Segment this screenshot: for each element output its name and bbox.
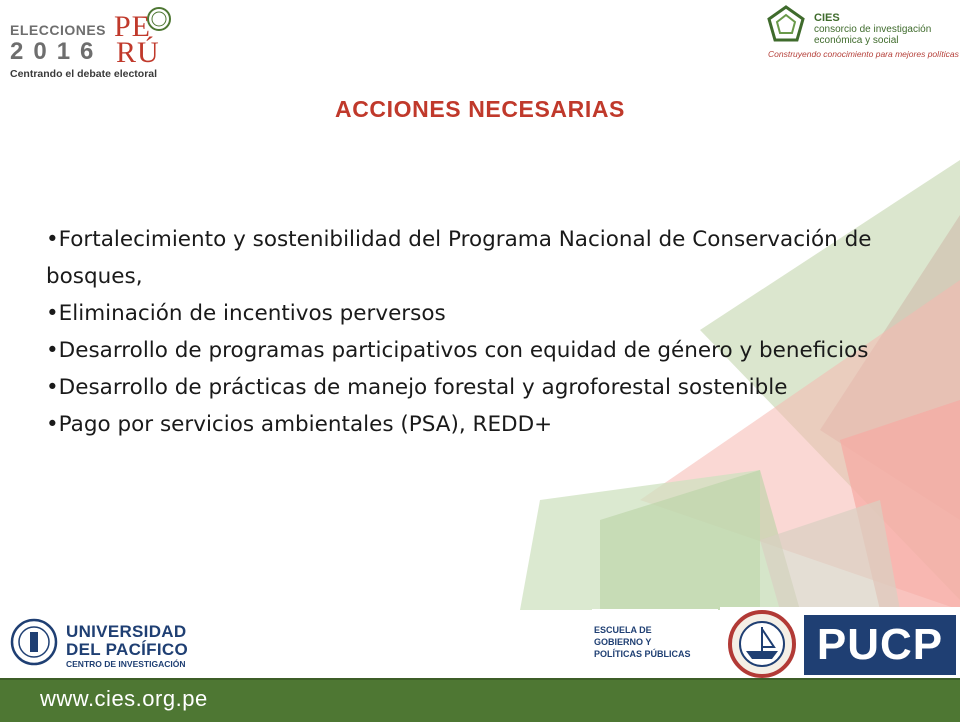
universidad-line3: CENTRO DE INVESTIGACIÓN bbox=[66, 659, 186, 669]
escuela-line2: GOBIERNO Y bbox=[594, 637, 652, 647]
elecciones-year: 2016 bbox=[10, 38, 104, 65]
footer-url-link[interactable]: www.cies.org.pe bbox=[40, 686, 208, 711]
cies-seal-icon bbox=[146, 6, 172, 32]
pucp-wordmark: PUCP bbox=[804, 615, 956, 675]
cies-subtitle-line2: económica y social bbox=[814, 35, 899, 46]
bullet-item: •Desarrollo de programas participativos con equidad de género y beneficios bbox=[46, 338, 869, 363]
elecciones-peru-logo bbox=[4, 4, 194, 80]
bullet-item: •Desarrollo de prácticas de manejo forestal y agroforestal sostenible bbox=[46, 375, 788, 400]
universidad-line2: DEL PACÍFICO bbox=[66, 640, 188, 659]
cies-tagline: Construyendo conocimiento para mejores políticas bbox=[768, 49, 959, 59]
pucp-logo bbox=[720, 607, 960, 679]
slide-title: ACCIONES NECESARIAS bbox=[335, 96, 625, 122]
pucp-seal-icon bbox=[724, 609, 800, 679]
elecciones-title: ELECCIONES bbox=[10, 22, 107, 38]
universidad-del-pacifico-logo bbox=[6, 614, 196, 678]
bullet-list bbox=[46, 221, 876, 443]
escuela-gobierno-logo bbox=[592, 609, 718, 679]
escuela-line3: POLÍTICAS PÚBLICAS bbox=[594, 649, 691, 659]
bullet-item: •Eliminación de incentivos perversos bbox=[46, 301, 446, 326]
footer-bar bbox=[0, 678, 960, 722]
escuela-line1: ESCUELA DE bbox=[594, 625, 652, 635]
cies-subtitle-line1: consorcio de investigación bbox=[814, 24, 932, 35]
universidad-seal-icon bbox=[10, 618, 58, 666]
universidad-line1: UNIVERSIDAD bbox=[66, 622, 187, 641]
elecciones-ru: RÚ bbox=[116, 36, 160, 69]
cies-name: CIES bbox=[814, 12, 840, 24]
cies-pentagon-icon bbox=[766, 4, 806, 44]
bullet-item: •Fortalecimiento y sostenibilidad del Programa Nacional de Conservación de bosques, bbox=[46, 227, 872, 289]
elecciones-pe: PE bbox=[114, 10, 152, 43]
bullet-item: •Pago por servicios ambientales (PSA), REDD+ bbox=[46, 412, 553, 437]
cies-logo bbox=[762, 4, 958, 70]
elecciones-tagline: Centrando el debate electoral bbox=[10, 68, 158, 80]
